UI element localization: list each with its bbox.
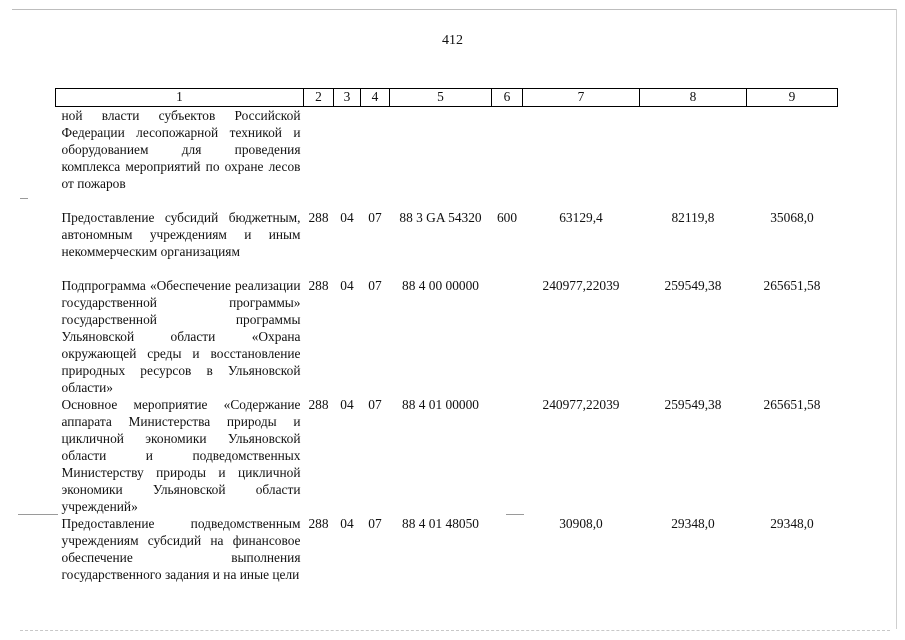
row-name: Предоставление субсидий бюджетным, автономным учреждениям и иным некоммерческим организациям [61, 210, 301, 259]
cell-section: 04 [340, 397, 354, 412]
cell-target-article: 88 4 00 00000 [402, 278, 479, 293]
cell-subsection: 07 [368, 210, 382, 225]
table-row [56, 396, 838, 515]
cell-amount-2: 82119,8 [671, 210, 715, 225]
scan-artifact [20, 198, 28, 199]
cell-amount-3 [747, 107, 838, 210]
cell-amount-3: 35068,0 [770, 210, 814, 225]
cell-amount-2: 259549,38 [664, 397, 722, 412]
cell-target-article: 88 3 GA 54320 [399, 210, 482, 225]
cell-subsection: 07 [368, 397, 382, 412]
cell-amount-1: 240977,22039 [542, 278, 620, 293]
cell-amount-2: 259549,38 [664, 278, 722, 293]
header-cell: 8 [640, 89, 747, 107]
header-cell: 5 [390, 89, 492, 107]
cell-ministry [304, 107, 334, 210]
cell-section: 04 [340, 278, 354, 293]
budget-table [55, 88, 838, 600]
cell-target-article [390, 107, 492, 210]
cell-ministry: 288 [308, 278, 329, 293]
cell-amount-1 [523, 107, 640, 210]
scan-right-edge [896, 9, 897, 629]
cell-ministry: 288 [308, 397, 329, 412]
header-cell: 7 [523, 89, 640, 107]
row-name: Основное мероприятие «Содержание аппарата Министерства природы и цикличной экономики Ульяновской области и подведомственных Министерству природы и цикличной экономики Ульяновской области учреждений» [61, 397, 301, 514]
cell-ministry: 288 [308, 210, 329, 225]
cell-expense-type [492, 277, 523, 396]
table-header-row [56, 89, 838, 107]
cell-amount-1: 30908,0 [559, 516, 603, 531]
table-row [56, 107, 838, 210]
cell-amount-1: 240977,22039 [542, 397, 620, 412]
cell-amount-1: 63129,4 [559, 210, 603, 225]
cell-expense-type [492, 396, 523, 515]
cell-subsection: 07 [368, 516, 382, 531]
scan-artifact [18, 514, 58, 515]
cell-amount-3: 265651,58 [763, 397, 821, 412]
table-row [56, 209, 838, 277]
cell-amount-2 [640, 107, 747, 210]
header-cell: 1 [56, 89, 304, 107]
page-number: 412 [442, 33, 463, 48]
cell-target-article: 88 4 01 48050 [402, 516, 479, 531]
row-name: Подпрограмма «Обеспечение реализации государственной программы» государственной программы Ульяновской области «Охрана окружающей среды и восстановление природных ресурсов в Ульяновской области» [61, 278, 301, 395]
cell-ministry: 288 [308, 516, 329, 531]
cell-amount-3: 265651,58 [763, 278, 821, 293]
cell-section: 04 [340, 210, 354, 225]
header-cell: 3 [334, 89, 361, 107]
cell-amount-3: 29348,0 [770, 516, 814, 531]
header-cell: 9 [747, 89, 838, 107]
header-cell: 6 [492, 89, 523, 107]
row-name: ной власти субъектов Российской Федерации лесопожарной техникой и оборудованием для проведения комплекса мероприятий по охране лесов от пожаров [61, 108, 301, 191]
table-row [56, 277, 838, 396]
header-cell: 4 [361, 89, 390, 107]
scan-bottom-noise [20, 630, 890, 631]
row-name: Предоставление подведомственным учреждениям субсидий на финансовое обеспечение выполнения государственного задания и на иные цели [61, 516, 301, 582]
cell-expense-type: 600 [496, 210, 518, 225]
scan-top-edge [12, 9, 897, 10]
cell-target-article: 88 4 01 00000 [402, 397, 479, 412]
cell-amount-2: 29348,0 [671, 516, 715, 531]
cell-subsection [361, 107, 390, 210]
header-cell: 2 [304, 89, 334, 107]
cell-section: 04 [340, 516, 354, 531]
cell-section [334, 107, 361, 210]
cell-expense-type [492, 107, 523, 210]
table-row [56, 515, 838, 600]
cell-subsection: 07 [368, 278, 382, 293]
cell-expense-type [492, 515, 523, 600]
